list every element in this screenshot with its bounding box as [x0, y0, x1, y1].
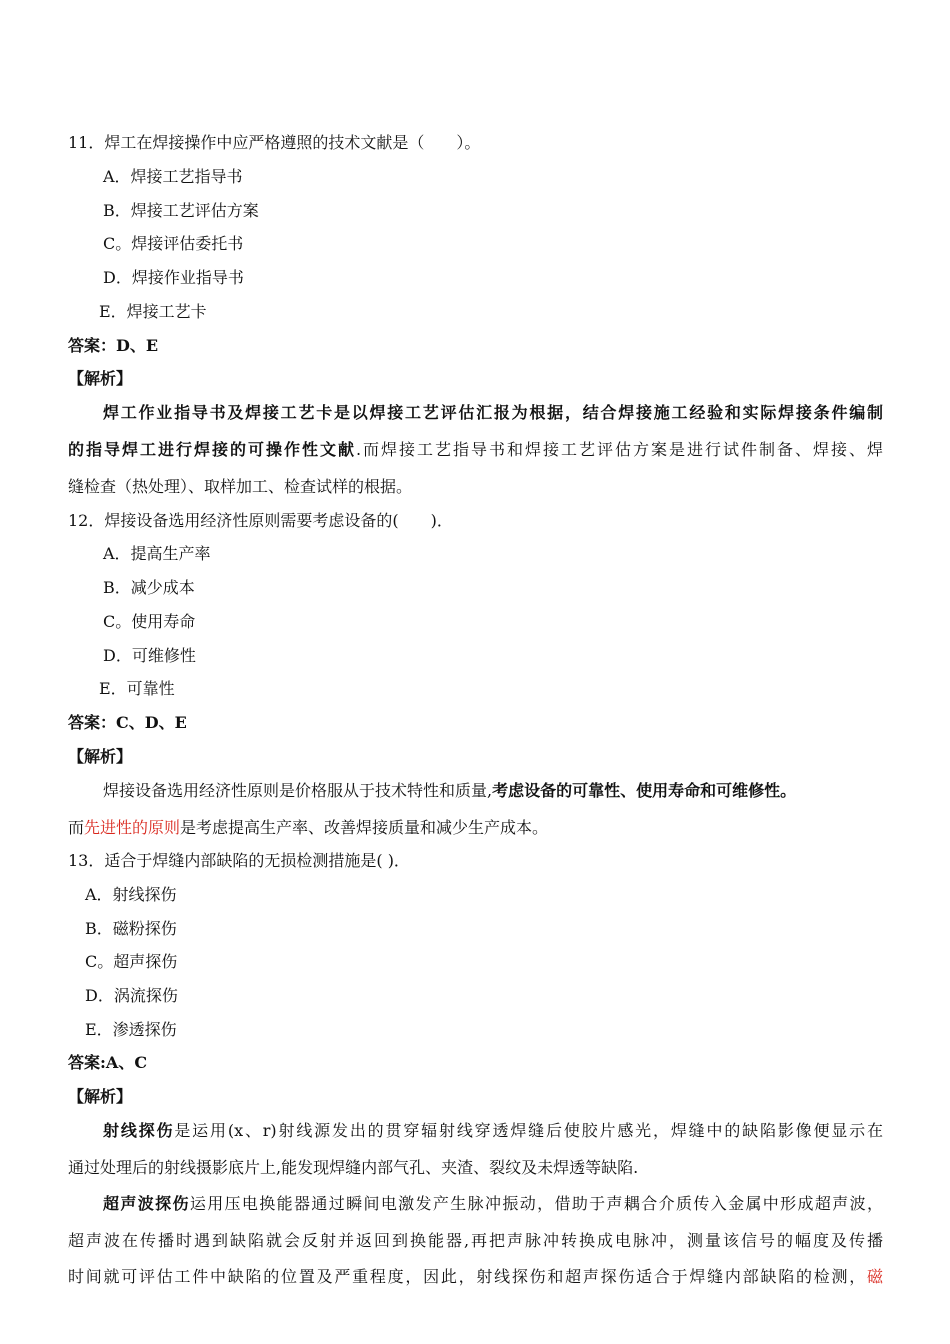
q13-analysis-p2-line-3 [68, 1266, 883, 1288]
q12-analysis-red-term: 先进性的原则 [84, 818, 181, 837]
q11-analysis-line-1: 焊工作业指导书及焊接工艺卡是以焊接工艺评估汇报为根据，结合焊接施工经验和实际焊接条件编制 [103, 403, 883, 422]
q11-analysis-line-2 [68, 439, 883, 461]
q12-analysis-bold: 考虑设备的可靠性、使用寿命和可维修性。 [492, 781, 797, 800]
q11-option-d: D．焊接作业指导书 [103, 268, 244, 287]
question-11-stem: 11．焊工在焊接操作中应严格遵照的技术文献是（ ）。 [68, 133, 481, 152]
q12-analysis-prefix: 而 [68, 818, 85, 837]
q13-term-radiography: 射线探伤 [103, 1121, 175, 1140]
q13-term-ultrasonic: 超声波探伤 [103, 1194, 190, 1213]
q11-option-c: C。焊接评估委托书 [103, 234, 244, 253]
q11-analysis-line-3: 缝检查（热处理）、取样加工、检查试样的根据。 [68, 477, 413, 496]
q12-analysis-line-1 [103, 780, 796, 802]
q13-option-a: A．射线探伤 [85, 885, 177, 904]
q12-option-d: D．可维修性 [103, 646, 196, 665]
q11-option-e: E．焊接工艺卡 [99, 302, 207, 321]
q13-option-e: E．渗透探伤 [85, 1020, 177, 1039]
q13-analysis-p1-line-1 [103, 1120, 883, 1142]
q12-option-b: B．减少成本 [103, 578, 195, 597]
q12-analysis-header: 【解析】 [68, 747, 133, 766]
q13-p2-text-1: 运用压电换能器通过瞬间电激发产生脉冲振动，借助于声耦合介质传入金属中形成超声波， [189, 1194, 883, 1213]
question-12-stem: 12．焊接设备选用经济性原则需要考虑设备的( )． [68, 511, 453, 530]
q11-option-b: B．焊接工艺评估方案 [103, 201, 259, 220]
q13-analysis-p2-line-1 [103, 1193, 883, 1215]
q12-analysis-suffix: 是考虑提高生产率、改善焊接质量和减少生产成本。 [180, 818, 549, 837]
q12-option-e: E．可靠性 [99, 679, 175, 698]
q13-analysis-header: 【解析】 [68, 1087, 133, 1106]
q13-option-d: D．涡流探伤 [85, 986, 178, 1005]
q11-analysis-normal: .而焊接工艺指导书和焊接工艺评估方案是进行试件制备、焊接、焊 [355, 440, 883, 459]
q11-answer: 答案：D、E [68, 336, 159, 355]
q11-analysis-header: 【解析】 [68, 369, 133, 388]
q13-option-b: B．磁粉探伤 [85, 919, 177, 938]
q13-analysis-p1-line-2: 通过处理后的射线摄影底片上,能发现焊缝内部气孔、夹渣、裂纹及未焊透等缺陷. [68, 1158, 639, 1177]
q13-p1-text-1: 是运用(x、r)射线源发出的贯穿辐射线穿透焊缝后使胶片感光，焊缝中的缺陷影像便显示在 [174, 1121, 883, 1140]
q11-option-a: A．焊接工艺指导书 [103, 167, 243, 186]
q13-analysis-p2-line-2: 超声波在传播时遇到缺陷就会反射并返回到换能器,再把声脉冲转换成电脉冲，测量该信号的幅度及传播 [68, 1231, 883, 1250]
q12-option-c: C。使用寿命 [103, 612, 196, 631]
q12-answer: 答案：C、D、E [68, 713, 187, 732]
q11-analysis-bold: 的指导焊工进行焊接的可操作性文献 [68, 440, 356, 459]
question-13-stem: 13．适合于焊缝内部缺陷的无损检测措施是( )． [68, 851, 410, 870]
q13-p2-text-3: 时间就可评估工件中缺陷的位置及严重程度，因此，射线探伤和超声探伤适合于焊缝内部缺陷的检测， [68, 1267, 867, 1286]
q13-answer: 答案:A、C [68, 1053, 148, 1072]
q13-option-c: C。超声探伤 [85, 952, 178, 971]
q13-p2-red-char: 磁 [866, 1267, 883, 1286]
q12-option-a: A．提高生产率 [103, 544, 211, 563]
q12-analysis-normal: 焊接设备选用经济性原则是价格服从于技术特性和质量, [103, 781, 493, 800]
q12-analysis-line-2 [68, 817, 548, 839]
